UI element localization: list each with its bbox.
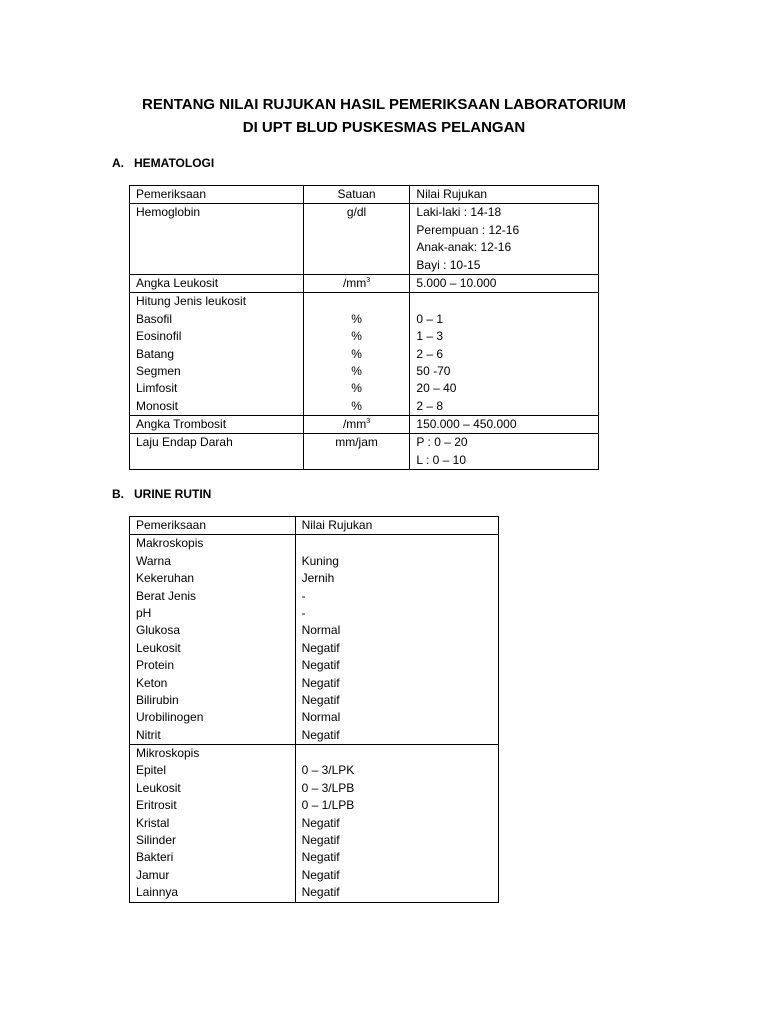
test-name-cell: Angka Trombosit — [130, 416, 304, 434]
header-cell: Nilai Rujukan — [295, 517, 498, 535]
unit-cell: % % % % % % — [303, 293, 410, 416]
page-title-line2: DI UPT BLUD PUSKESMAS PELANGAN — [242, 119, 526, 136]
unit-cell: $/mm^3$ — [303, 274, 410, 292]
header-cell: Pemeriksaan — [130, 186, 304, 204]
table-row-hitung-jenis — [130, 293, 599, 416]
unit-cell: mm/jam — [303, 434, 410, 470]
urine-rutin-table — [129, 516, 499, 903]
test-name-cell: Hitung Jenis leukosit Basofil Eosinofil Batang Segmen Limfosit Monosit — [130, 293, 304, 416]
section-title: URINE RUTIN — [134, 487, 212, 501]
section-heading-hematologi — [112, 156, 214, 170]
table-header-row — [130, 186, 599, 204]
table-row-mikroskopis — [130, 745, 499, 903]
table-row-hemoglobin — [130, 204, 599, 275]
unit-cell: $/mm^3$ — [303, 416, 410, 434]
table-row-led — [130, 434, 599, 470]
table-row-leukosit — [130, 274, 599, 292]
table-header-row — [130, 517, 499, 535]
reference-cell: 0 – 1 1 – 3 2 – 6 50 -70 20 – 40 2 – 8 — [410, 293, 599, 416]
reference-cell: Kuning Jernih - - Normal Negatif Negatif Negatif Negatif Normal Negatif — [295, 535, 498, 745]
header-cell: Nilai Rujukan — [410, 186, 599, 204]
hematologi-table — [129, 185, 599, 470]
section-title: HEMATOLOGI — [134, 156, 215, 170]
page-title-line1: RENTANG NILAI RUJUKAN HASIL PEMERIKSAAN LABORATORIUM — [142, 96, 626, 113]
header-cell: Pemeriksaan — [130, 517, 296, 535]
test-name-cell: Laju Endap Darah — [130, 434, 304, 470]
reference-cell: 0 – 3/LPK 0 – 3/LPB 0 – 1/LPB Negatif Negatif Negatif Negatif Negatif — [295, 745, 498, 903]
test-name-cell: Angka Leukosit — [130, 274, 304, 292]
reference-cell: 150.000 – 450.000 — [410, 416, 599, 434]
reference-cell: 5.000 – 10.000 — [410, 274, 599, 292]
test-name-cell: Makroskopis Warna Kekeruhan Berat Jenis pH Glukosa Leukosit Protein Keton Bilirubin Urobilinogen Nitrit — [130, 535, 296, 745]
table-row-makroskopis — [130, 535, 499, 745]
reference-cell: P : 0 – 20 L : 0 – 10 — [410, 434, 599, 470]
section-letter: B. — [112, 487, 124, 501]
header-cell: Satuan — [303, 186, 410, 204]
reference-cell: Laki-laki : 14-18 Perempuan : 12-16 Anak-anak: 12-16 Bayi : 10-15 — [410, 204, 599, 275]
table-row-trombosit — [130, 416, 599, 434]
test-name-cell: Mikroskopis Epitel Leukosit Eritrosit Kristal Silinder Bakteri Jamur Lainnya — [130, 745, 296, 903]
section-letter: A. — [112, 156, 124, 170]
section-heading-urine-rutin — [112, 487, 211, 501]
unit-cell: g/dl — [303, 204, 410, 275]
test-name-cell: Hemoglobin — [130, 204, 304, 275]
